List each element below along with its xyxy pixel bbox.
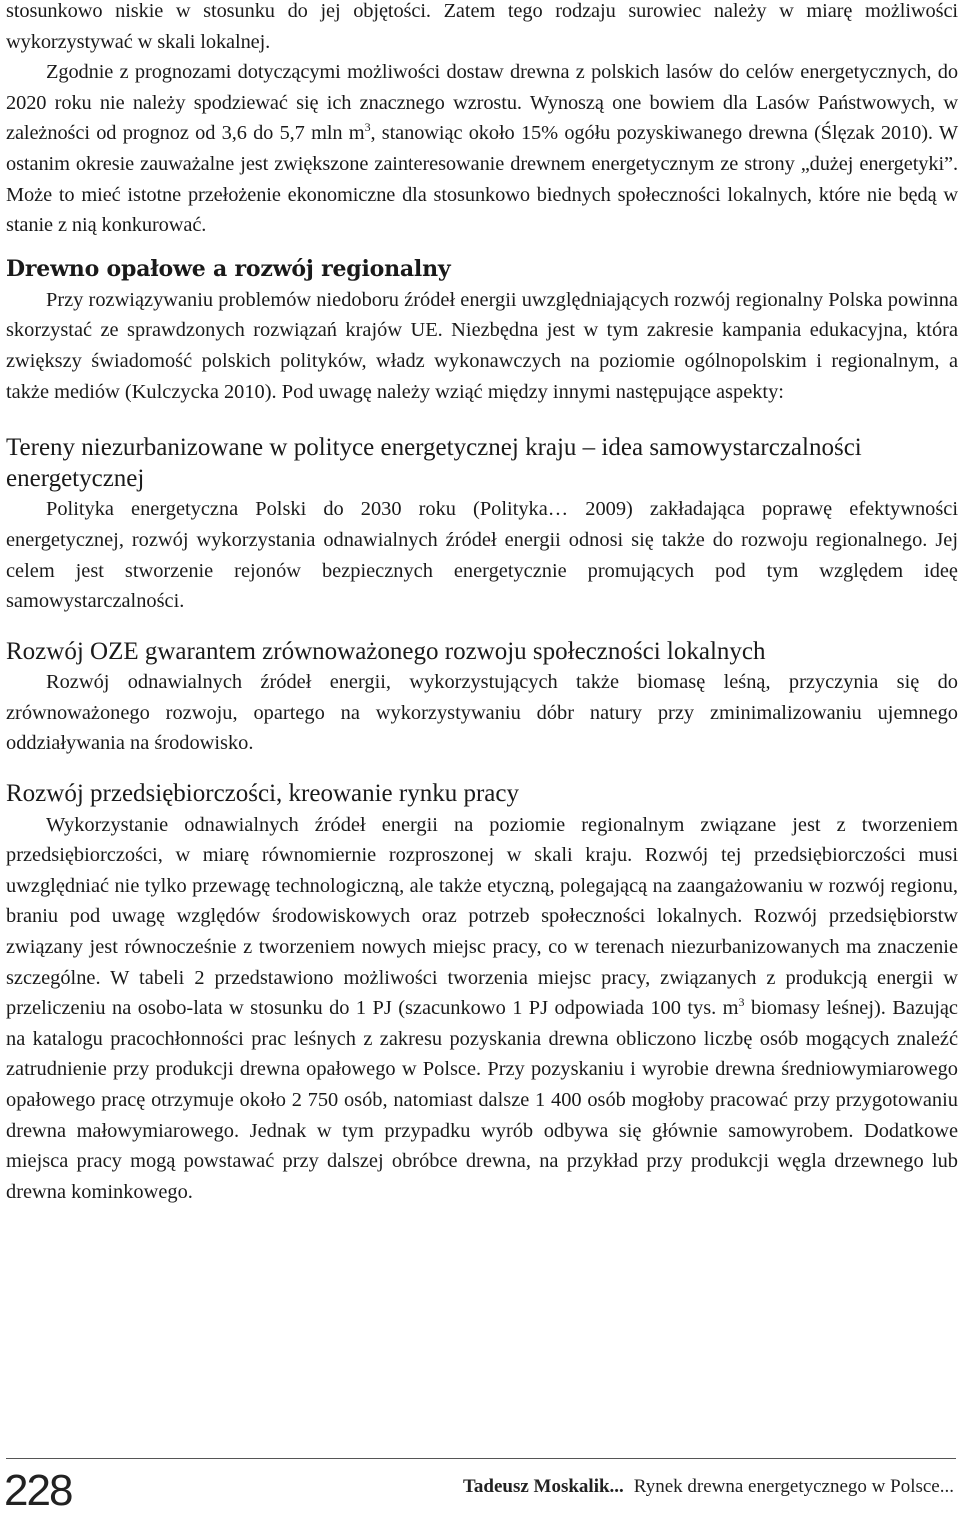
- footer-rule: [6, 1458, 956, 1459]
- intro-paragraph-1: stosunkowo niskie w stosunku do jej objętości. Zatem tego rodzaju surowiec należy w miarę możliwości wykorzystywać w skali lokalnej.: [6, 0, 958, 53]
- section-text-firewood: Przy rozwiązywaniu problemów niedoboru źródeł energii uwzględniających rozwój regionalny Polska powinna skorzystać ze sprawdzonych rozwiązań krajów UE. Niezbędna jest w tym zakresie kampania edukacyjna, która zwiększy świadomość polskich polityków, władz wykonawczych na poziomie ogólnopolskim i regionalnym, a także mediów (Kulczycka 2010). Pod uwagę należy wziąć między innymi następujące aspekty:: [6, 288, 958, 403]
- intro-paragraph-2: [6, 57, 958, 241]
- page-body: [6, 0, 958, 1207]
- intro-text-a: Zgodnie z prognozami dotyczącymi możliwości dostaw drewna z polskich lasów do celów energetycznych, do 2020 roku nie należy spodziewać się ich znacznego wzrostu. Wynoszą one bowiem dla Lasów Państwowych, w zależności od prognoz od 3,6 do 5,7 mln m: [6, 61, 958, 145]
- section-heading-rural-areas: Tereny niezurbanizowane w polityce energetycznej kraju – idea samowystarczalności energetycznej: [6, 434, 862, 492]
- section-heading-entrepreneurship: Rozwój przedsiębiorczości, kreowanie rynku pracy: [6, 780, 520, 808]
- section-text-oze: Rozwój odnawialnych źródeł energii, wykorzystujących także biomasę leśną, przyczynia się do zrównoważonego rozwoju, opartego na wykorzystywaniu dóbr natury przy zminimalizowaniu ujemnego oddziaływania na środowisko.: [6, 671, 958, 755]
- section-text-rural-areas: Polityka energetyczna Polski do 2030 roku (Polityka… 2009) zakładająca poprawę efektywności energetycznej, rozwój wykorzystania odnawialnych źródeł energii odnosi się także do rozwoju regionalnego. Jej celem jest stworzenie rejonów bezpiecznych energetycznie promujących pod tym względem ideę samowystarczalności.: [6, 498, 958, 613]
- intro-text-b: , stanowiąc około 15% ogółu pozyskiwanego drewna (Ślęzak 2010). W ostanim okresie zauważalne jest zwiększone zainteresowanie drewnem energetycznym ze strony „dużej energetyki”. Może to mieć istotne przełożenie ekonomiczne dla stosunkowo biednych społeczności lokalnych, które nie będą w stanie z nią konkurować.: [6, 122, 959, 237]
- superscript: 3: [364, 120, 371, 135]
- running-footer-title: Rynek drewna energetycznego w Polsce...: [633, 1476, 954, 1497]
- section-heading-oze: Rozwój OZE gwarantem zrównoważonego rozwoju społeczności lokalnych: [6, 637, 766, 665]
- section-text-entrepreneurship: [6, 810, 958, 1208]
- running-footer: [463, 1472, 954, 1502]
- page-number: 228: [4, 1466, 72, 1515]
- entrepreneurship-text-a: Wykorzystanie odnawialnych źródeł energii na poziomie regionalnym związane jest z tworzeniem przedsiębiorczości, w miarę równomiernie rozproszonej w skali kraju. Rozwój tej przedsiębiorczości musi uwzględniać nie tylko przewagę technologiczną, ale także etyczną, polegającą na zaangażowaniu w rozwój regionu, braniu pod uwagę względów środowiskowych oraz potrzeb społeczności lokalnych. Rozwój przedsiębiorstw związany jest równocześnie z tworzeniem nowych miejsc pracy, co w terenach niezurbanizowanych ma znaczenie szczególne. W tabeli 2 przedstawiono możliwości tworzenia miejsc pracy, związanych z produkcją energii w przeliczeniu na osobo-lata w stosunku do 1 PJ (szacunkowo 1 PJ odpowiada 100 tys. m: [6, 813, 958, 1020]
- superscript: 3: [738, 995, 745, 1010]
- running-footer-author: Tadeusz Moskalik...: [462, 1476, 624, 1497]
- section-heading-firewood: Drewno opałowe a rozwój regionalny: [6, 255, 451, 282]
- entrepreneurship-text-b: biomasy leśnej). Bazując na katalogu pracochłonności prac leśnych z zakresu pozyskania drewna obliczono liczbę osób mogących znaleźć zatrudnienie przy produkcji drewna opałowego w Polsce. Przy pozyskaniu i wyrobie drewna średniowymiarowego opałowego pracę otrzymuje około 2 750 osób, natomiast dalsze 1 400 osób mogłoby pracować przy przygotowaniu drewna małowymiarowego. Jednak w tym przypadku wyrób odbywa się głównie samowyrobem. Dodatkowe miejsca pracy mogą powstawać przy dalszej obróbce drewna, na przykład przy produkcji węgla drzewnego lub drewna kominkowego.: [6, 997, 958, 1203]
